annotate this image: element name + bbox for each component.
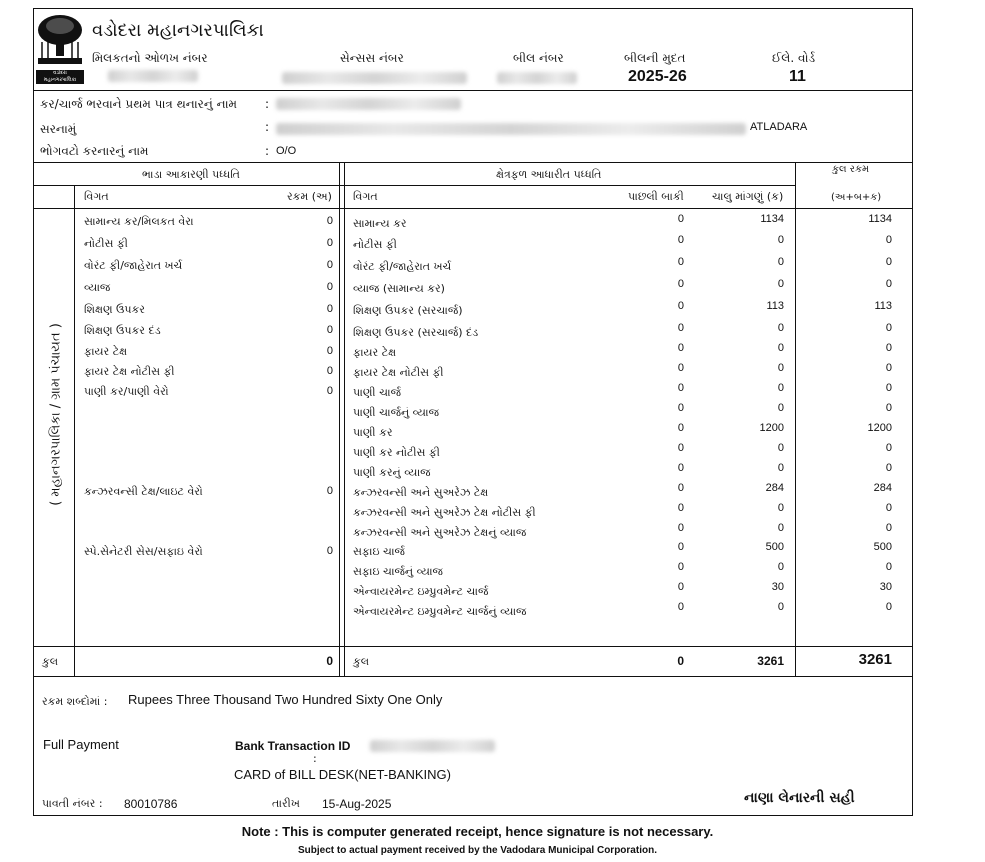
occupant-value: O/O: [276, 145, 297, 157]
right-row-curr: 1200: [759, 422, 784, 434]
right-row-prev: 0: [677, 278, 684, 290]
right-row-curr: 0: [777, 322, 784, 334]
left-row-amount: 0: [326, 303, 333, 315]
right-row-prev: 0: [677, 581, 684, 593]
right-row-curr: 30: [771, 581, 784, 593]
right-row-label: સામાન્ય કર: [353, 217, 407, 230]
right-row-curr: 113: [766, 300, 784, 312]
header-amount-a: રકમ (અ): [287, 190, 332, 203]
redacted-bill-no: [497, 72, 577, 84]
right-row-total: 0: [885, 522, 892, 534]
receipt-date: 15-Aug-2025: [322, 797, 392, 811]
header-bottom-line: [33, 208, 912, 209]
grand-total: 3261: [858, 651, 892, 668]
left-row-label: શિક્ષણ ઉપકર: [84, 303, 145, 316]
address-label: સરનામું: [40, 122, 77, 136]
right-row-total: 0: [885, 601, 892, 613]
header-detail-right: વિગત: [353, 190, 378, 203]
right-row-curr: 0: [777, 382, 784, 394]
right-row-total: 284: [873, 482, 892, 494]
header-detail-left: વિગત: [84, 190, 109, 203]
ward-label: ઈલે. વોર્ડ: [772, 51, 816, 65]
right-row-total: 0: [885, 382, 892, 394]
mid-col-line-a: [339, 162, 340, 676]
left-row-label: શિક્ષણ ઉપકર દંડ: [84, 324, 161, 337]
total-label-left: કુલ: [42, 655, 59, 668]
footer-subnote: Subject to actual payment received by the Vadodara Municipal Corporation.: [298, 845, 657, 856]
right-row-label: સફાઇ ચાર્જ: [353, 545, 405, 558]
right-row-curr: 0: [777, 278, 784, 290]
right-row-curr: 0: [777, 362, 784, 374]
redacted-property-id: [108, 70, 198, 82]
right-row-total: 0: [885, 442, 892, 454]
left-row-amount: 0: [326, 385, 333, 397]
right-row-label: એન્વાયરમેન્ટ ઇમ્પ્રુવમેન્ટ ચાર્જનું વ્યાજ: [353, 605, 527, 618]
left-row-amount: 0: [326, 485, 333, 497]
right-row-curr: 0: [777, 234, 784, 246]
left-section-title: ભાડા આકારણી પધ્ધતિ: [142, 168, 240, 181]
right-row-label: એન્વાયરમેન્ટ ઇમ્પ્રુવમેન્ટ ચાર્જ: [353, 585, 489, 598]
right-row-curr: 0: [777, 561, 784, 573]
right-row-total: 0: [885, 462, 892, 474]
right-row-curr: 0: [777, 402, 784, 414]
first-holder-label: કર/ચાર્જ ભરવાને પ્રથમ પાત્ર થનારનું નામ: [40, 97, 237, 111]
org-title: વડોદરા મહાનગરપાલિકા: [92, 20, 264, 41]
right-row-prev: 0: [677, 522, 684, 534]
vmc-logo: [36, 12, 84, 83]
right-row-total: 500: [873, 541, 892, 553]
right-row-prev: 0: [677, 541, 684, 553]
right-row-label: નોટીસ ફી: [353, 238, 397, 251]
right-row-curr: 0: [777, 502, 784, 514]
right-row-label: પાણી ચાર્જનું વ્યાજ: [353, 406, 439, 419]
total-bottom-line: [33, 676, 912, 677]
left-row-label: ફાયર ટેક્ષ નોટીસ ફી: [84, 365, 175, 378]
right-row-total: 30: [879, 581, 892, 593]
side-vertical-label: ( મહાનગરપાલિકા / ગ્રામ પંચાયત ): [48, 323, 64, 506]
total-top-line: [33, 646, 912, 647]
address-tail: ATLADARA: [750, 121, 808, 133]
right-row-prev: 0: [677, 402, 684, 414]
left-row-amount: 0: [326, 237, 333, 249]
property-id-label: મિલકતનો ઓળખ નંબર: [92, 51, 208, 65]
total-col-formula: (અ+બ+ક): [831, 192, 882, 203]
right-row-label: ફાયર ટેક્ષ નોટીસ ફી: [353, 366, 444, 379]
amount-words-label: રકમ શબ્દોમાં :: [42, 695, 108, 708]
right-row-curr: 0: [777, 256, 784, 268]
left-row-label: પાણી કર/પાણી વેરો: [84, 385, 169, 398]
header-prev-due: પાછલી બાકી: [628, 190, 684, 203]
date-label: તારીખ: [272, 797, 300, 810]
receipt-no: 80010786: [124, 797, 178, 811]
right-row-curr: 0: [777, 342, 784, 354]
right-section-title: ક્ષેત્રફળ આધારીત પધ્ધતિ: [496, 168, 602, 181]
right-row-prev: 0: [677, 256, 684, 268]
right-row-prev: 0: [677, 462, 684, 474]
right-row-curr: 500: [765, 541, 784, 553]
right-row-label: પાણી ચાર્જ: [353, 386, 401, 399]
right-row-label: સફાઇ ચાર્જનું વ્યાજ: [353, 565, 443, 578]
total-prev: 0: [677, 654, 684, 668]
bill-period-label: બીલની મુદત: [624, 51, 686, 65]
left-row-amount: 0: [326, 215, 333, 227]
left-row-label: સામાન્ય કર/મિલકત વેરા: [84, 215, 194, 228]
right-row-total: 1200: [867, 422, 892, 434]
right-row-prev: 0: [677, 442, 684, 454]
right-row-total: 0: [885, 256, 892, 268]
header-divider: [33, 90, 912, 91]
right-row-prev: 0: [677, 601, 684, 613]
right-row-prev: 0: [677, 502, 684, 514]
left-row-amount: 0: [326, 259, 333, 271]
right-row-label: કન્ઝરવન્સી અને સુઅરેઝ ટેક્ષ નોટીસ ફી: [353, 506, 536, 519]
address-colon: :: [265, 120, 270, 134]
right-row-label: શિક્ષણ ઉપકર (સરચાર્જ) દંડ: [353, 326, 479, 339]
right-row-prev: 0: [677, 322, 684, 334]
right-row-total: 0: [885, 322, 892, 334]
right-row-prev: 0: [677, 234, 684, 246]
left-row-label: સ્પે.સેનેટરી સેસ/સફાઇ વેરો: [84, 545, 203, 558]
left-row-label: વોરંટ ફી/જાહેરાત ખર્ચ: [84, 259, 183, 272]
ward-value: 11: [789, 68, 806, 85]
right-row-prev: 0: [677, 300, 684, 312]
right-row-prev: 0: [677, 382, 684, 394]
bank-txn-label: Bank Transaction ID: [235, 739, 351, 753]
total-col-line: [795, 162, 796, 676]
right-row-total: 0: [885, 561, 892, 573]
right-row-label: શિક્ષણ ઉપકર (સરચાર્જ): [353, 304, 463, 317]
right-row-prev: 0: [677, 422, 684, 434]
total-amount-a: 0: [326, 654, 333, 668]
receipt-no-label: પાવતી નંબર :: [42, 797, 103, 810]
payment-mode: CARD of BILL DESK(NET-BANKING): [234, 767, 451, 782]
right-row-prev: 0: [677, 342, 684, 354]
right-row-label: કન્ઝરવન્સી અને સુઅરેઝ ટેક્ષ: [353, 486, 489, 499]
title-bottom-line-left: [33, 185, 344, 186]
right-row-label: પાણી કર: [353, 426, 393, 439]
right-row-prev: 0: [677, 482, 684, 494]
right-row-prev: 0: [677, 362, 684, 374]
redacted-address: [276, 123, 746, 135]
first-holder-colon: :: [265, 97, 270, 111]
left-row-label: નોટીસ ફી: [84, 237, 128, 250]
right-row-total: 1134: [868, 213, 892, 225]
left-row-amount: 0: [326, 545, 333, 557]
occupant-label: ભોગવટો કરનારનું નામ: [40, 144, 149, 158]
right-row-prev: 0: [677, 213, 684, 225]
logo-caption: વડોદરા મહાનગરપાલિકા: [36, 70, 84, 84]
total-label-right: કુલ: [353, 655, 370, 668]
right-row-label: પાણી કરનું વ્યાજ: [353, 466, 431, 479]
right-row-label: વોરંટ ફી/જાહેરાત ખર્ચ: [353, 260, 452, 273]
right-row-curr: 0: [777, 462, 784, 474]
right-row-label: ફાયર ટેક્ષ: [353, 346, 397, 359]
right-row-total: 0: [885, 362, 892, 374]
right-row-label: કન્ઝરવન્સી અને સુઅરેઝ ટેક્ષનું વ્યાજ: [353, 526, 527, 539]
census-no-label: સેન્સસ નંબર: [340, 51, 404, 65]
redacted-holder-name: [276, 98, 461, 110]
right-row-label: પાણી કર નોટીસ ફી: [353, 446, 440, 459]
redacted-bank-txn-id: [370, 740, 495, 752]
side-col-line: [74, 185, 75, 676]
right-row-curr: 0: [777, 601, 784, 613]
left-row-label: વ્યાજ: [84, 281, 111, 294]
bank-txn-colon: :: [313, 752, 317, 765]
left-row-amount: 0: [326, 365, 333, 377]
right-row-total: 0: [885, 278, 892, 290]
right-row-total: 0: [885, 342, 892, 354]
left-row-label: ફાયર ટેક્ષ: [84, 345, 128, 358]
occupant-colon: :: [265, 144, 270, 158]
signature-label: નાણા લેનારની સહી: [744, 790, 855, 806]
left-row-label: કન્ઝરવન્સી ટેક્ષ/લાઇટ વેરો: [84, 485, 203, 498]
right-row-total: 0: [885, 502, 892, 514]
right-row-label: વ્યાજ (સામાન્ય કર): [353, 282, 445, 295]
right-row-total: 0: [885, 402, 892, 414]
total-curr: 3261: [757, 654, 784, 668]
header-curr-demand: ચાલુ માંગણું (ક): [712, 190, 784, 203]
redacted-census-no: [282, 72, 467, 84]
table-top-line: [33, 162, 912, 163]
mid-col-line-b: [344, 162, 345, 676]
footer-note: Note : This is computer generated receipt, hence signature is not necessary.: [241, 824, 714, 839]
total-col-title: કુલ રકમ: [832, 164, 870, 175]
banyan-tree-icon: [36, 12, 84, 66]
left-row-amount: 0: [326, 345, 333, 357]
bill-period-value: 2025-26: [628, 68, 687, 85]
payment-type: Full Payment: [43, 737, 119, 752]
right-row-curr: 1134: [760, 213, 784, 225]
amount-in-words: Rupees Three Thousand Two Hundred Sixty One Only: [128, 692, 443, 707]
right-row-total: 0: [885, 234, 892, 246]
right-row-prev: 0: [677, 561, 684, 573]
right-row-curr: 0: [777, 442, 784, 454]
left-row-amount: 0: [326, 281, 333, 293]
right-row-curr: 0: [777, 522, 784, 534]
left-row-amount: 0: [326, 324, 333, 336]
title-bottom-line-right: [344, 185, 795, 186]
right-row-total: 113: [874, 300, 892, 312]
right-row-curr: 284: [765, 482, 784, 494]
bill-no-label: બીલ નંબર: [513, 51, 564, 65]
